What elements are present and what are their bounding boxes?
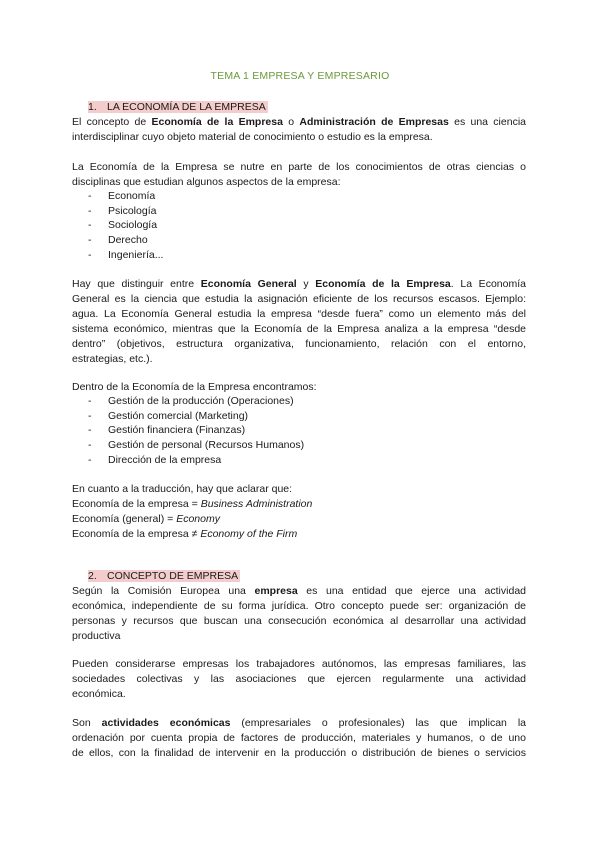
- bold-term: Economía de la Empresa: [151, 116, 283, 128]
- gestiones-list: [88, 394, 304, 468]
- paragraph-line: Dentro de la Economía de la Empresa encontramos:: [72, 381, 317, 393]
- bold-term: Economía General: [200, 278, 297, 290]
- paragraph-concepto: [72, 115, 526, 145]
- section-1-heading: [88, 100, 268, 114]
- list-item: - Psicología: [88, 204, 157, 217]
- paragraph-autonomos: [72, 657, 526, 702]
- section-2-title: CONCEPTO DE EMPRESA: [107, 570, 239, 582]
- list-item: - Derecho: [88, 234, 148, 247]
- paragraph-comision: [72, 584, 526, 644]
- section-2-heading-highlight: [88, 570, 240, 582]
- section-1-title: LA ECONOMÍA DE LA EMPRESA: [107, 101, 266, 113]
- ciencias-list: [88, 189, 163, 263]
- list-item: - Economía: [88, 190, 156, 202]
- paragraph-line: General es la ciencia que estudia la asignación eficiente de los recursos escasos. Ejemplo:: [72, 293, 526, 305]
- section-1-heading-highlight: [88, 101, 268, 113]
- bold-term: Economía de la Empresa: [315, 278, 451, 290]
- paragraph-line: productiva: [72, 630, 121, 642]
- traduccion-row: Economía (general) = Economy: [72, 513, 220, 525]
- paragraph-nutre: [72, 160, 526, 190]
- paragraph-actividades: [72, 716, 526, 761]
- paragraph-line: Según la Comisión Europea una empresa es una entidad que ejerce una actividad: [72, 585, 526, 597]
- section-1-number: 1.: [88, 101, 97, 113]
- list-item: - Ingeniería...: [88, 248, 164, 261]
- document-title: TEMA 1 EMPRESA Y EMPRESARIO: [210, 70, 390, 82]
- traduccion-intro: En cuanto a la traducción, hay que aclarar que:: [72, 483, 293, 495]
- list-item: - Dirección de la empresa: [88, 453, 222, 466]
- paragraph-line: La Economía de la Empresa se nutre en parte de los conocimientos de otras ciencias o: [72, 161, 526, 173]
- paragraph-line: de ellos, con la finalidad de intervenir en la producción o distribución de bienes o servicios: [72, 747, 526, 759]
- english-term: Business Administration: [200, 498, 313, 510]
- paragraph-line: económica, independiente de su forma jurídica. Otro concepto puede ser: organización de: [72, 600, 526, 612]
- bold-term: empresa: [254, 585, 298, 597]
- paragraph-dentro: [72, 380, 526, 395]
- paragraph-line: Pueden considerarse empresas los trabajadores autónomos, las empresas familiares, las: [72, 658, 526, 670]
- section-2-number: 2.: [88, 570, 97, 582]
- paragraph-line: económica.: [72, 688, 126, 700]
- paragraph-line: sociedades colectivas y las asociaciones que ejercen regularmente una actividad: [72, 673, 526, 685]
- paragraph-line: sistema económico, mientras que la Economía de la Empresa analiza a la empresa “desde: [72, 323, 526, 335]
- paragraph-line: ordenación por cuenta propia de factores de producción, materiales y humanos, o de uno: [72, 732, 526, 744]
- paragraph-line: Hay que distinguir entre Economía General y Economía de la Empresa. La Economía: [72, 278, 526, 290]
- paragraph-line: agua. La Economía General estudia la empresa “desde fuera” como un elemento más del: [72, 308, 526, 320]
- traduccion-block: [72, 482, 526, 542]
- list-item: - Gestión de la producción (Operaciones): [88, 395, 294, 407]
- paragraph-line: disciplinas que estudian algunos aspectos de la empresa:: [72, 176, 341, 188]
- paragraph-line: estrategias, etc.).: [72, 353, 153, 365]
- paragraph-distinguir: [72, 277, 526, 367]
- bold-term: actividades económicas: [101, 717, 231, 729]
- paragraph-line: El concepto de Economía de la Empresa o Administración de Empresas es una ciencia: [72, 116, 526, 128]
- english-term: Economy of the Firm: [200, 528, 298, 540]
- paragraph-line: interdisciplinar cuyo objeto material de conocimiento o estudio es la empresa.: [72, 131, 433, 143]
- list-item: - Gestión de personal (Recursos Humanos): [88, 439, 305, 452]
- list-item: - Sociología: [88, 219, 158, 232]
- paragraph-line: dentro” (objetivos, estructura organizativa, funcionamiento, relación con el entorno,: [72, 338, 526, 350]
- paragraph-line: personas y recursos que buscan una consecución económica al desarrollar una actividad: [72, 615, 526, 627]
- list-item: - Gestión comercial (Marketing): [88, 409, 249, 422]
- list-item: - Gestión financiera (Finanzas): [88, 424, 246, 437]
- paragraph-line: Son actividades económicas (empresariales o profesionales) las que implican la: [72, 717, 526, 729]
- traduccion-row: Economía de la empresa ≠ Economy of the Firm: [72, 528, 298, 540]
- traduccion-row: Economía de la empresa = Business Administration: [72, 498, 313, 510]
- bold-term: Administración de Empresas: [299, 116, 449, 128]
- english-term: Economy: [176, 513, 220, 525]
- section-2-heading: [88, 569, 240, 583]
